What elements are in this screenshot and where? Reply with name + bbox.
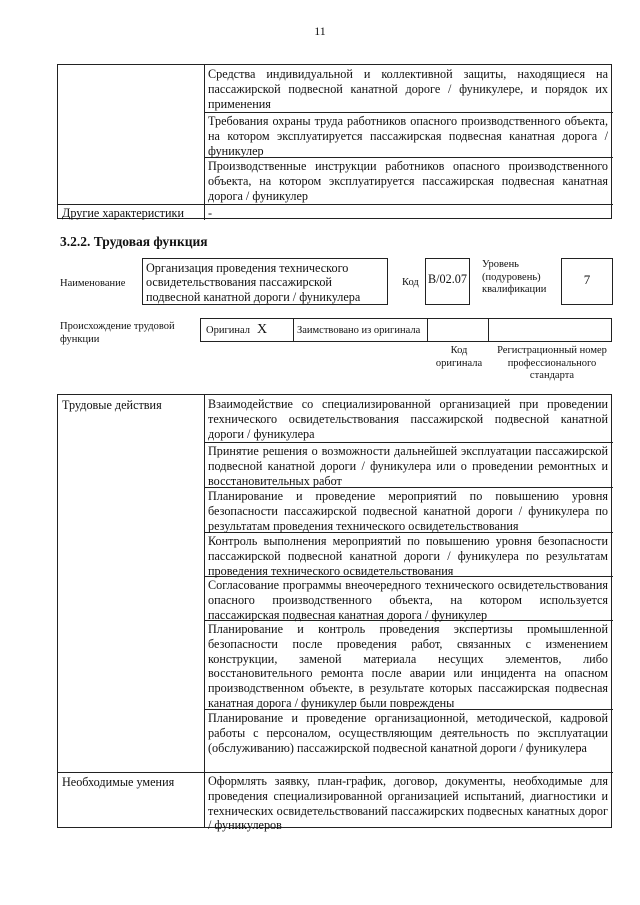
column-divider bbox=[293, 319, 294, 341]
column-divider bbox=[488, 319, 489, 341]
knowledge-item: Требования охраны труда работников опасного производственного объекта, на котором эксплуатируется пассажирская подвесная канатная дорога / фуникулер bbox=[208, 114, 608, 158]
original-mark: X bbox=[257, 322, 268, 337]
function-code-box: B/02.07 bbox=[425, 258, 470, 305]
row-separator bbox=[205, 112, 613, 113]
knowledge-item: Производственные инструкции работников опасного производственного объекта, на котором эксплуатируется пассажирская подвесная канатная дорога / фуникулер bbox=[208, 159, 608, 203]
labor-action-item: Согласование программы внеочередного технического освидетельствования опасного производственного объекта, на котором используется пассажирская подвесная канатная дорога / фуникулер bbox=[208, 578, 608, 622]
other-characteristics-value: - bbox=[208, 206, 213, 220]
section-heading: 3.2.2. Трудовая функция bbox=[60, 234, 208, 249]
knowledge-item: Средства индивидуальной и коллективной защиты, находящиеся на пассажирской подвесной канатной дороге / фуникулере, и порядок их применения bbox=[208, 67, 608, 111]
labor-action-item: Планирование и контроль проведения экспертизы промышленной безопасности после проведения работ, связанных с изменением конструкции, заменой материала несущих элементов, либо восстановительного ремонта после аварии или инцидента на опасном производственном объекте, в результате которых пассажирская подвесная канатная дорога / фуникулер были повреждены bbox=[208, 622, 608, 710]
qualification-level-box: 7 bbox=[561, 258, 613, 305]
code-label: Код bbox=[402, 277, 419, 288]
original-code-caption: Код оригинала bbox=[435, 345, 483, 369]
column-divider bbox=[204, 65, 205, 220]
required-skill-item: Оформлять заявку, план-график, договор, документы, необходимые для проведения специализированной организацией испытаний, диагностики и технических освидетельствований пассажирских подвесных канатных дорог / фуникулеров bbox=[208, 774, 608, 833]
labor-action-item: Принятие решения о возможности дальнейшей эксплуатации пассажирской подвесной канатной дороги / фуникулера или о проведении ремонтных и восстановительных работ bbox=[208, 444, 608, 488]
labor-action-item: Контроль выполнения мероприятий по повышению уровня безопасности пассажирской подвесной канатной дороги / фуникулера по результатам проведения технического освидетельствования bbox=[208, 534, 608, 578]
labor-action-item: Планирование и проведение мероприятий по повышению уровня безопасности пассажирской подвесной канатной дороги / фуникулера по результатам проведения технического освидетельствования bbox=[208, 489, 608, 533]
name-label: Наименование bbox=[60, 278, 126, 289]
page-number: 11 bbox=[314, 24, 326, 38]
row-separator bbox=[58, 204, 613, 205]
required-skills-label: Необходимые умения bbox=[62, 775, 175, 789]
original-label: Оригинал bbox=[206, 325, 250, 336]
origin-label: Происхождение трудовой функции bbox=[60, 321, 175, 345]
row-separator bbox=[205, 442, 613, 443]
labor-actions-label: Трудовые действия bbox=[62, 398, 162, 412]
borrowed-label: Заимствовано из оригинала bbox=[297, 325, 421, 336]
labor-action-item: Взаимодействие со специализированной организацией при проведении технического освидетельствования пассажирской подвесной канатной дороги / фуникулера bbox=[208, 397, 608, 441]
qualification-level-label: Уровень (подуровень) квалификации bbox=[482, 259, 547, 295]
labor-action-item: Планирование и проведение организационной, методической, кадровой работы с персоналом, осуществляющим деятельность по эксплуатации (обслуживанию) пассажирской подвесной канатной дороги / фуникулера bbox=[208, 711, 608, 755]
origin-table bbox=[200, 318, 612, 342]
competencies-table-top bbox=[57, 64, 612, 219]
labor-actions-table bbox=[57, 394, 612, 833]
registration-number-caption: Регистрационный номер профессионального стандарта bbox=[497, 345, 607, 381]
function-name-box: Организация проведения технического освидетельствования пассажирской подвесной канатной дороги / фуникулера bbox=[142, 258, 388, 305]
column-divider bbox=[204, 395, 205, 827]
other-characteristics-label: Другие характеристики bbox=[62, 206, 184, 220]
column-divider bbox=[427, 319, 428, 341]
row-separator bbox=[58, 772, 613, 773]
